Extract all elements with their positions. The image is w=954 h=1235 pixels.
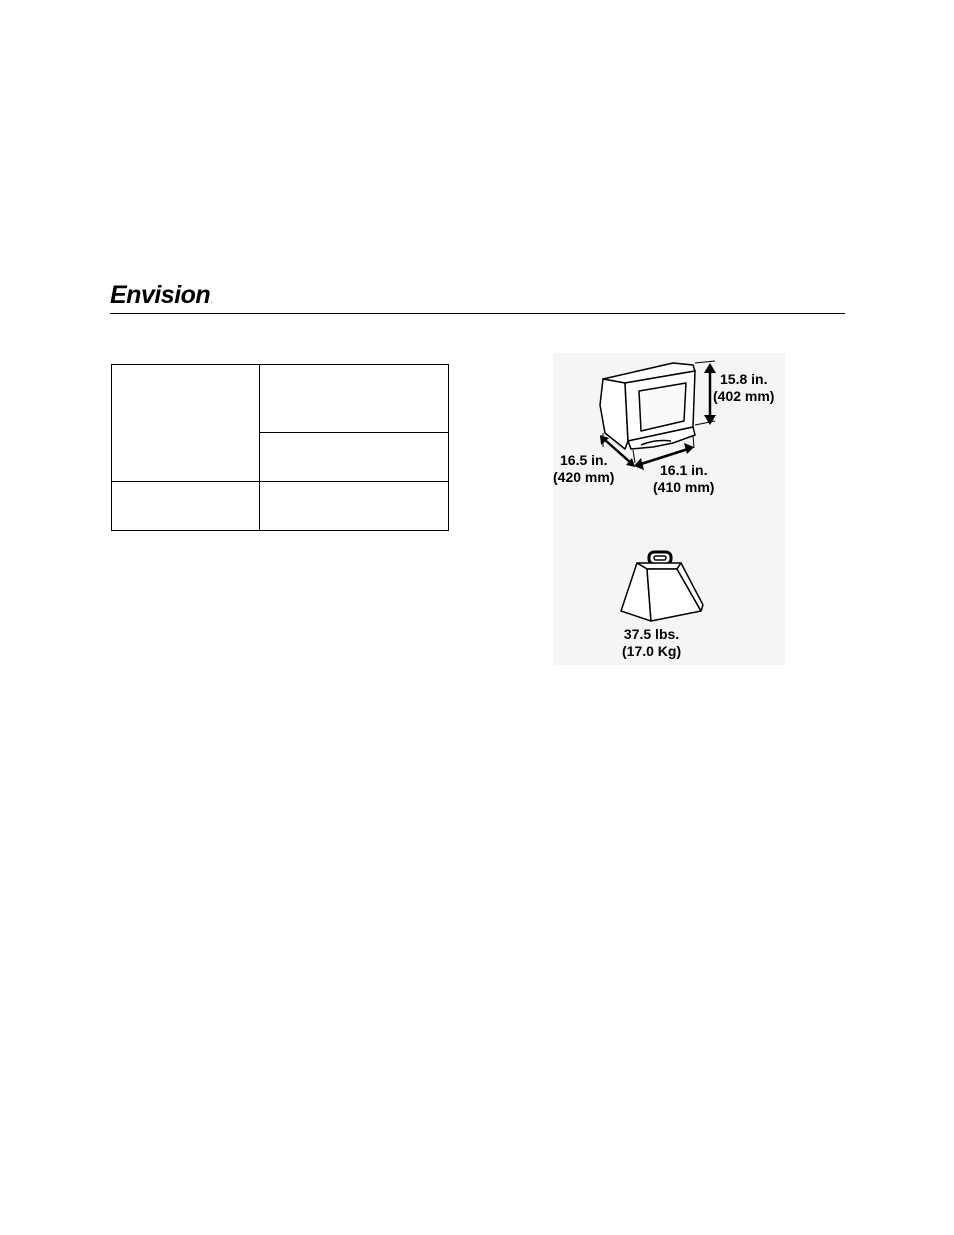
width-metric: (410 mm) <box>653 479 715 495</box>
height-metric: (402 mm) <box>713 388 775 404</box>
table-cell-label <box>112 365 260 482</box>
brand-logo-text: Envision <box>110 281 211 309</box>
monitor-illustration <box>600 361 715 463</box>
table-cell-value <box>260 433 449 482</box>
height-dimension-label <box>713 371 774 405</box>
table-cell-label <box>112 482 260 531</box>
brand-logo-mark: . <box>210 298 212 305</box>
depth-dimension-label <box>553 452 614 486</box>
brand-logo <box>110 283 212 308</box>
product-dimensions-figure <box>553 353 785 665</box>
weight-icon <box>621 552 703 621</box>
depth-metric: (420 mm) <box>553 469 615 485</box>
depth-imperial: 16.5 in. <box>560 452 608 468</box>
weight-metric: (17.0 Kg) <box>622 643 682 659</box>
weight-imperial: 37.5 lbs. <box>623 626 680 642</box>
table-row <box>112 365 449 433</box>
height-imperial: 15.8 in. <box>720 371 768 387</box>
table-cell-value <box>260 482 449 531</box>
table-row <box>112 482 449 531</box>
width-dimension-label <box>653 462 714 496</box>
spec-table <box>111 364 449 531</box>
weight-label <box>622 626 681 660</box>
table-cell-value <box>260 365 449 433</box>
width-imperial: 16.1 in. <box>660 462 708 478</box>
header-rule <box>110 313 845 314</box>
